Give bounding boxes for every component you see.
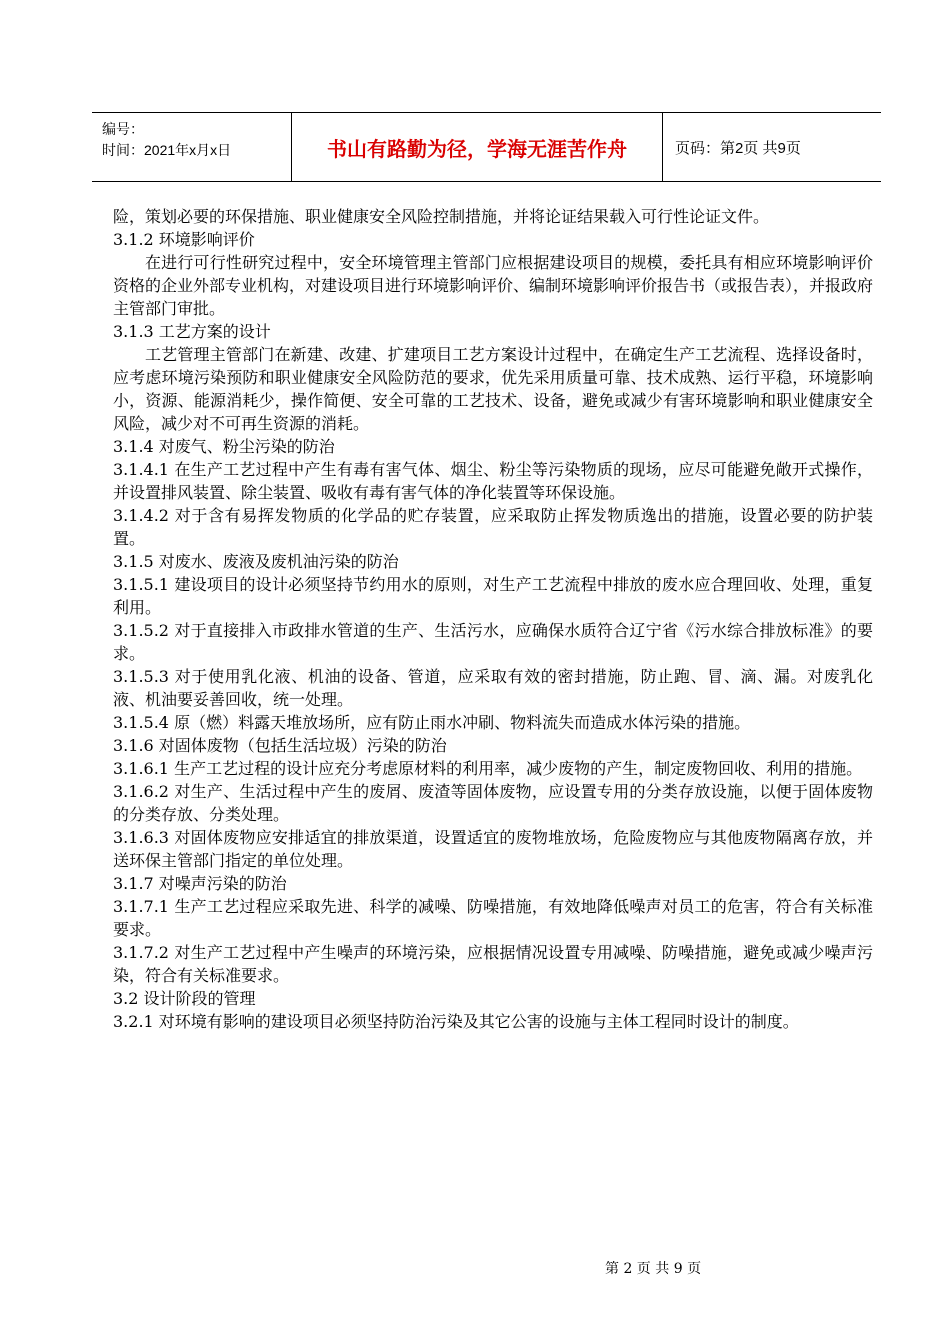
section-heading: 3.1.4 对废气、粉尘污染的防治	[113, 437, 335, 456]
paragraph: 3.1.5.1 建设项目的设计必须坚持节约用水的原则，对生产工艺流程中排放的废水应合理回收、处理，重复利用。	[113, 575, 873, 617]
document-number-label: 编号：	[102, 121, 144, 137]
paragraph: 3.1.4.1 在生产工艺过程中产生有毒有害气体、烟尘、粉尘等污染物质的现场，应尽可能避免敞开式操作，并设置排风装置、除尘装置、吸收有毒有害气体的净化装置等环保设施。	[113, 460, 873, 502]
page-footer-number: 第 2 页 共 9 页	[605, 1261, 702, 1277]
document-body	[113, 205, 873, 1033]
header-page-info: 页码：第2页 共9页	[675, 139, 801, 157]
header-motto: 书山有路勤为径，学海无涯苦作舟	[292, 113, 663, 181]
section-heading: 3.1.7 对噪声污染的防治	[113, 874, 287, 893]
paragraph: 3.2.1 对环境有影响的建设项目必须坚持防治污染及其它公害的设施与主体工程同时设计的制度。	[113, 1012, 799, 1031]
document-time-label: 时间：2021年x月x日	[102, 142, 232, 158]
section-heading: 3.1.2 环境影响评价	[113, 230, 255, 249]
section-heading: 3.1.3 工艺方案的设计	[113, 322, 271, 341]
paragraph: 在进行可行性研究过程中，安全环境管理主管部门应根据建设项目的规模，委托具有相应环境影响评价资格的企业外部专业机构，对建设项目进行环境影响评价、编制环境影响评价报告书（或报告表），并报政府主管部门审批。	[113, 253, 874, 318]
paragraph: 3.1.7.1 生产工艺过程应采取先进、科学的减噪、防噪措施，有效地降低噪声对员工的危害，符合有关标准要求。	[113, 897, 873, 939]
paragraph: 险，策划必要的环保措施、职业健康安全风险控制措施，并将论证结果载入可行性论证文件。	[113, 207, 770, 226]
section-heading: 3.1.6 对固体废物（包括生活垃圾）污染的防治	[113, 736, 447, 755]
header-meta-cell	[92, 113, 292, 181]
paragraph: 3.1.6.2 对生产、生活过程中产生的废屑、废渣等固体废物，应设置专用的分类存放设施，以便于固体废物的分类存放、分类处理。	[113, 782, 873, 824]
paragraph: 3.1.5.2 对于直接排入市政排水管道的生产、生活污水，应确保水质符合辽宁省《污水综合排放标准》的要求。	[113, 621, 873, 663]
paragraph: 3.1.4.2 对于含有易挥发物质的化学品的贮存装置，应采取防止挥发物质逸出的措施，设置必要的防护装置。	[113, 506, 873, 548]
page-header	[92, 112, 881, 182]
paragraph: 3.1.7.2 对生产工艺过程中产生噪声的环境污染，应根据情况设置专用减噪、防噪措施，避免或减少噪声污染，符合有关标准要求。	[113, 943, 873, 985]
paragraph: 3.1.6.3 对固体废物应安排适宜的排放渠道，设置适宜的废物堆放场，危险废物应与其他废物隔离存放，并送环保主管部门指定的单位处理。	[113, 828, 873, 870]
paragraph: 3.1.5.3 对于使用乳化液、机油的设备、管道，应采取有效的密封措施，防止跑、冒、滴、漏。对废乳化液、机油要妥善回收，统一处理。	[113, 667, 873, 709]
section-heading: 3.2 设计阶段的管理	[113, 989, 256, 1008]
section-heading: 3.1.5 对废水、废液及废机油污染的防治	[113, 552, 399, 571]
paragraph: 工艺管理主管部门在新建、改建、扩建项目工艺方案设计过程中，在确定生产工艺流程、选择设备时，应考虑环境污染预防和职业健康安全风险防范的要求，优先采用质量可靠、技术成熟、运行平稳，环境影响小，资源、能源消耗少，操作简便、安全可靠的工艺技术、设备，避免或减少有害环境影响和职业健康安全风险，减少对不可再生资源的消耗。	[113, 345, 873, 433]
paragraph: 3.1.5.4 原（燃）料露天堆放场所，应有防止雨水冲刷、物料流失而造成水体污染的措施。	[113, 713, 751, 732]
paragraph: 3.1.6.1 生产工艺过程的设计应充分考虑原材料的利用率，减少废物的产生，制定废物回收、利用的措施。	[113, 759, 863, 778]
